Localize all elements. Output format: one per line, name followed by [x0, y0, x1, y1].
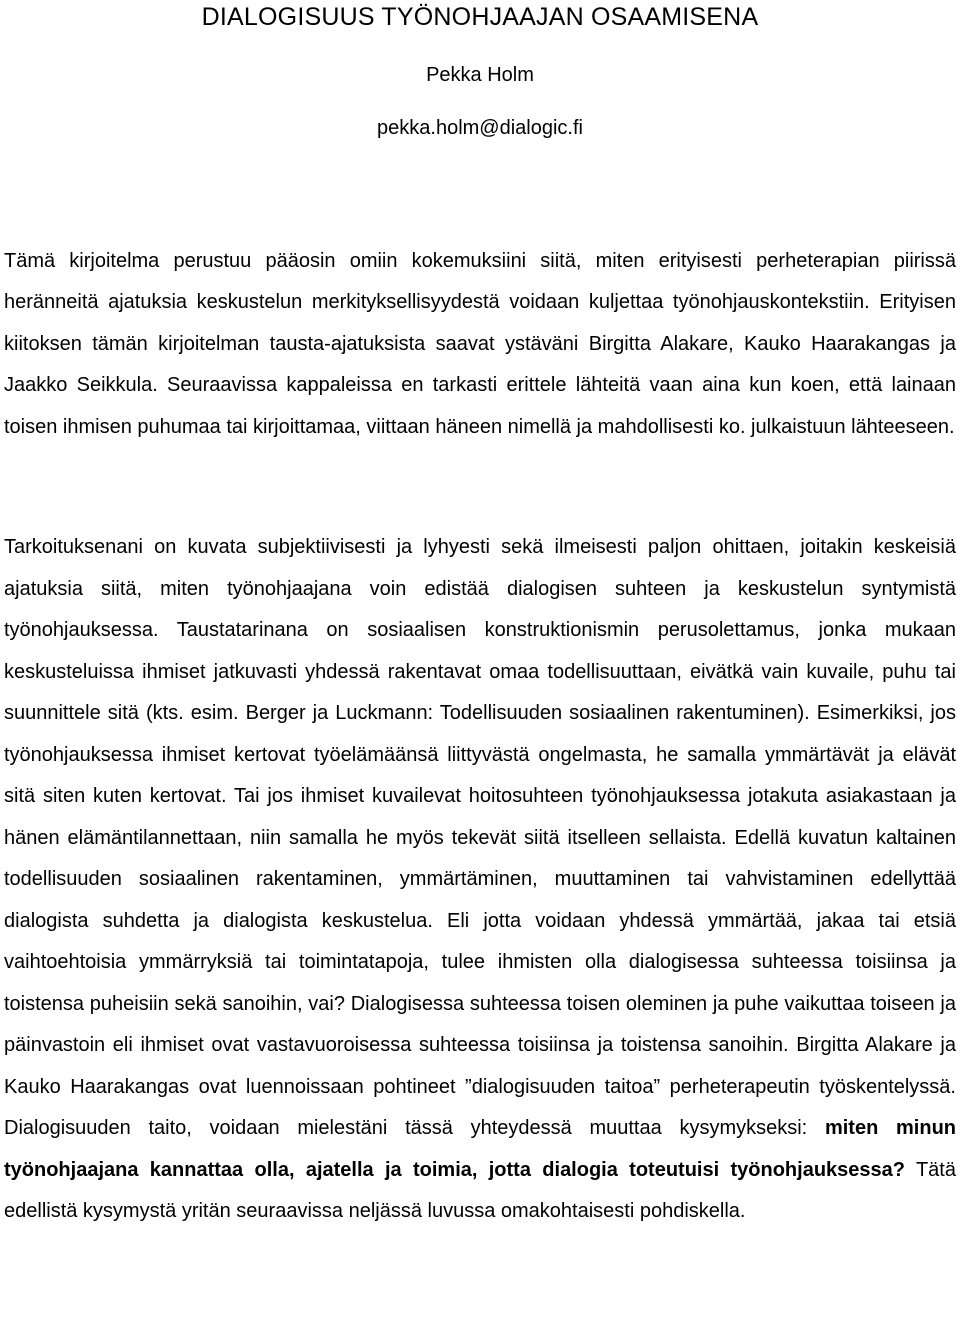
author-name: Pekka Holm	[426, 64, 534, 86]
body-paragraph-text: Tarkoituksenani on kuvata subjektiivisesti ja lyhyesti sekä ilmeisesti paljon ohittaen, joitakin keskeisiä ajatuksia siitä, miten työnohjaajana voin edistää dialogisen suhteen ja keskustelun syntymistä työnohjauksessa. Taustatarinana on sosiaalisen konstruktionismin perusolettamus, jonka mukaan keskusteluissa ihmiset jatkuvasti yhdessä rakentavat omaa todellisuuttaan, eivätkä vain kuvaile, puhu tai suunnittele sitä (kts. esim. Berger ja Luckmann: Todellisuuden sosiaalinen rakentuminen). Esimerkiksi, jos työnohjauksessa ihmiset kertovat työelämäänsä liittyvästä ongelmasta, he samalla ymmärtävät ja elävät sitä siten kuten kertovat. Tai jos ihmiset kuvailevat hoitosuhteen työnohjauksessa jotakuta asiakastaan ja hänen elämäntilannettaan, niin samalla he myös tekevät siitä itselleen sellaista. Edellä kuvatun kaltainen todellisuuden sosiaalinen rakentaminen, ymmärtäminen, muuttaminen tai vahvistaminen edellyttää dialogista suhdetta ja dialogista keskustelua. Eli jotta voidaan yhdessä ymmärtää, jakaa tai etsiä vaihtoehtoisia ymmärryksiä tai toimintatapoja, tulee ihmisten olla dialogisessa suhteessa toisiinsa ja toistensa puheisiin sekä sanoihin, vai? Dialogisessa suhteessa toisen oleminen ja puhe vaikuttaa toiseen ja päinvastoin eli ihmiset ovat vastavuoroisessa suhteessa toisiinsa ja toistensa sanoihin. Birgitta Alakare ja Kauko Haarakangas ovat luennoissaan pohtineet ”dialogisuuden taitoa” perheterapeutin työskentelyssä. Dialogisuuden taito, voidaan mielestäni tässä yhteydessä muuttaa kysymykseksi:	[4, 536, 956, 1139]
key-question: miten minun työnohjaajana kannattaa olla, ajatella ja toimia, jotta dialogia toteutuisi työnohjauksessa?	[4, 1117, 956, 1181]
body-paragraph	[4, 527, 956, 1233]
intro-paragraph: Tämä kirjoitelma perustuu pääosin omiin kokemuksiini siitä, miten erityisesti perheterapian piirissä heränneitä ajatuksia keskustelun merkityksellisyydestä voidaan kuljettaa työnohjauskontekstiin. Erityisen kiitoksen tämän kirjoitelman tausta-ajatuksista saavat ystäväni Birgitta Alakare, Kauko Haarakangas ja Jaakko Seikkula. Seuraavissa kappaleissa en tarkasti erittele lähteitä vaan aina kun koen, että lainaan toisen ihmisen puhumaa tai kirjoittamaa, viittaan häneen nimellä ja mahdollisesti ko. julkaistuun lähteeseen.	[4, 250, 956, 438]
body-paragraph-ending: Tätä edellistä kysymystä yritän seuraavissa neljässä luvussa omakohtaisesti pohdiskella.	[4, 1158, 956, 1222]
author-email: pekka.holm@dialogic.fi	[377, 117, 583, 139]
document-title: DIALOGISUUS TYÖNOHJAAJAN OSAAMISENA	[201, 3, 759, 31]
